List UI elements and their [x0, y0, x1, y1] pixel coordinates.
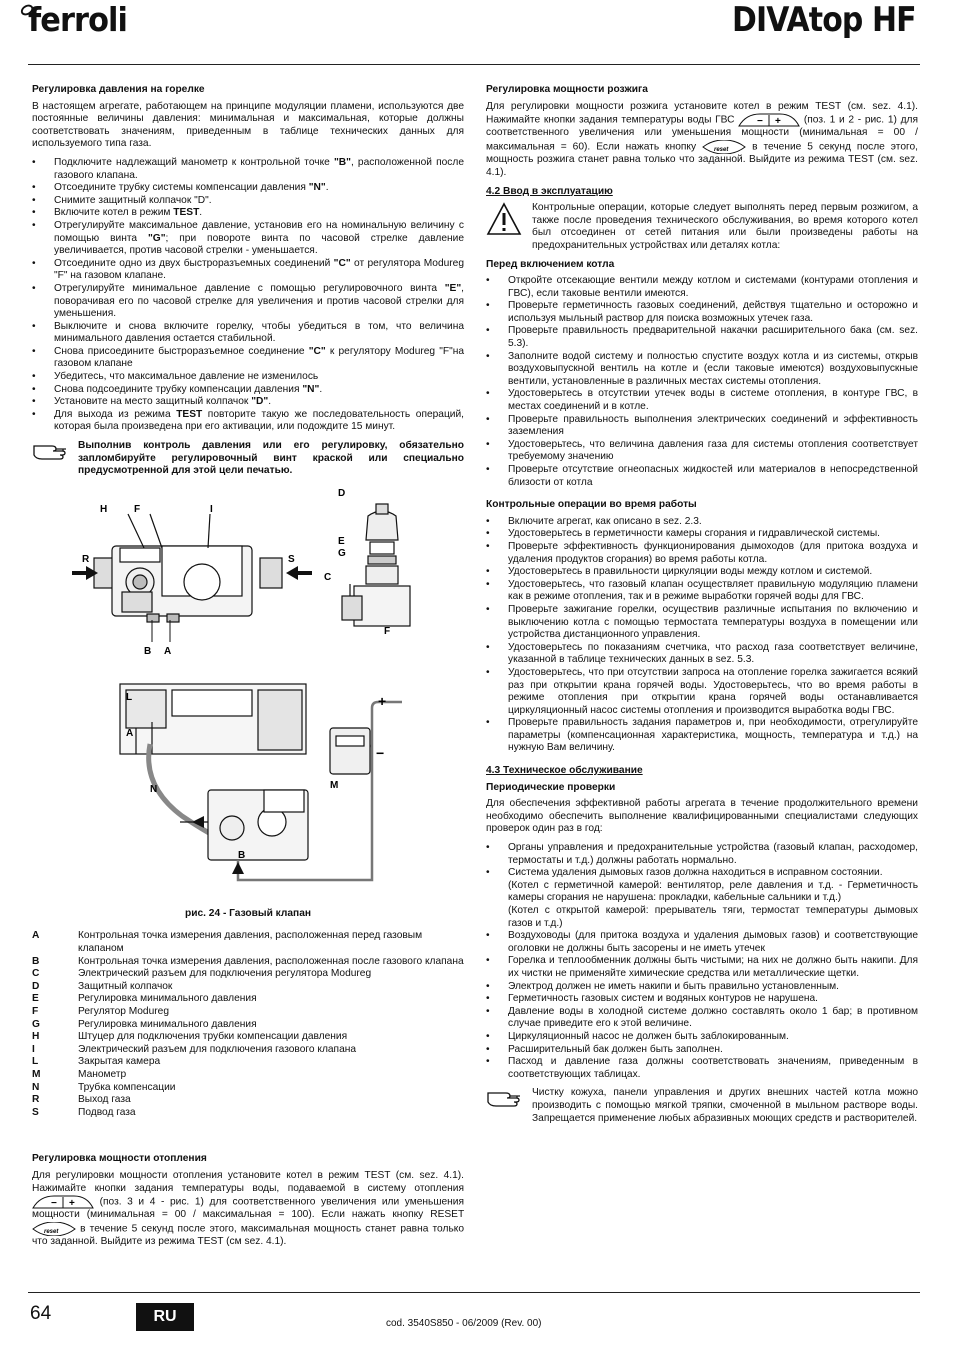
manometer-plus: +: [378, 692, 387, 709]
fig-label-B: B: [144, 645, 152, 657]
list-item: • Удостоверьтесь, что величина давления газа для системы отопления соответствует требуемому значению: [486, 439, 918, 464]
heating-temp-buttons-icon: [32, 1195, 94, 1209]
list-item: • Проверьте правильность предварительной накачки расширительного бака (см. sez. 5.3).: [486, 325, 918, 350]
item-text: Электрод должен не иметь накипи и быть правильно установленным.: [508, 980, 839, 992]
svg-text:reset: reset: [714, 147, 729, 154]
list-item: • Удостоверьтесь в отсутствии утечек воды в системе отопления, в контуре ГВС, в местах соединений и в котле.: [486, 388, 918, 413]
item-text: Убедитесь, что максимальное давление не изменилось: [54, 371, 319, 383]
item-text: Пасход и давление газа должны соответствовать значениям, приведенным в соответствующих таблицах.: [508, 1056, 918, 1080]
item-text: Герметичность газовых систем и водяных контуров не нарушена.: [508, 993, 819, 1005]
legend-value: Контрольная точка измерения давления, расположенная после газового клапана: [78, 955, 464, 967]
cleaning-note: [486, 1087, 918, 1125]
item-text: Снова подсоедините трубку компенсации давления: [54, 383, 303, 395]
list-item: • Откройте отсекающие вентили между котлом и системами (контурами отопления и ГВС), если таковые вентили имеются.: [486, 275, 918, 300]
legend-key: R: [32, 1094, 40, 1106]
item-text: Снова присоедините быстроразъемное соединение: [54, 345, 309, 357]
legend-key: G: [32, 1018, 40, 1030]
header-rule: [28, 64, 920, 65]
list-item: [32, 384, 464, 397]
list-item: [486, 955, 918, 980]
before-start-list: [486, 275, 918, 489]
burner-pressure-intro: В настоящем агрегате, работающем на принципе модуляции пламени, используются две постоянные величины давления: минимальная и максимальная, которые должны соответствовать значениям, приведенным в таблице технических данных для используемого типа газа.: [32, 100, 464, 150]
reset-button-icon: [32, 1222, 76, 1236]
legend-value: Закрытая камера: [78, 1056, 161, 1068]
legend-row: [32, 1006, 464, 1019]
legend-value: Регулировка минимального давления: [78, 993, 257, 1005]
fig-label-A: A: [164, 645, 172, 657]
fig-label-M: M: [330, 779, 339, 791]
heating-power-text: Для регулировки мощности отопления установите котел в режим TEST (см. sez. 4.1). Нажимайте кнопки задания температуры воды, подаваемой в систему отопления − + (поз. 3 и 4 - рис. 1) для соответственного увеличения или уменьшения мощности (минимальная = 00 / максимальная = 100). Если нажать кнопку RESET reset в течение 5 секунд после этого, максимальная мощность станет равна только что заданной. Выйдите из режима TEST (см sez. 4.1).: [32, 1169, 464, 1248]
list-item: [32, 321, 464, 346]
legend-key: B: [32, 955, 40, 967]
periodic-checks-list: [486, 842, 918, 1081]
item-text: Давление воды в холодной системе должно составлять около 1 бар; в противном случае приведите его к этой величине.: [508, 1005, 918, 1030]
commissioning-warning-text: Контрольные операции, которые следует выполнять перед первым розжигом, а также после проведения технического обслуживания, во время которого котел был отсоединен от сетей питания или были произведены работы на предохранительных устройствах или деталях котла:: [532, 202, 918, 251]
svg-text:−: −: [757, 116, 764, 128]
legend-row: [32, 956, 464, 969]
legend-row: [32, 1031, 464, 1044]
list-item: [32, 207, 464, 220]
maintenance-heading: 4.3 Техническое обслуживание: [486, 765, 643, 777]
list-item: [486, 1044, 918, 1057]
fig-label-E: E: [338, 535, 345, 547]
legend-row: [32, 1082, 464, 1095]
modureg-detail: [342, 504, 410, 626]
list-item: [486, 993, 918, 1006]
legend-row: [32, 1044, 464, 1057]
list-item: [486, 1006, 918, 1031]
list-item: [486, 1031, 918, 1044]
list-item: [32, 195, 464, 208]
burner-pressure-steps: [32, 157, 464, 434]
item-subtext: (Котел с открытой камерой: прерыватель тяги, термостат температуры дымовых газов и т.д.): [508, 905, 918, 929]
cleaning-note-text: Чистку кожуха, панели управления и других внешних частей котла можно производить с помощью мягкой тряпки, смоченной в мыльном растворе воды. Запрещается применение любых абразивных моющих средств и растворителей.: [532, 1087, 918, 1124]
item-subtext: (Котел с герметичной камерой: вентилятор, реле давления и т.д. - Герметичность камеры сгорания не нарушена: прокладки, кабельные сальники и т.д.): [508, 879, 918, 904]
list-item: [486, 842, 918, 867]
list-item: • Заполните водой систему и полностью спустите воздух котла и из системы, открыв воздуховыпускной вентиль на котле и (если таковые имеются) воздуховыпускные вентили, установленные в различных местах системы отопления.: [486, 351, 918, 389]
legend-row: [32, 993, 464, 1006]
legend-value: Регулировка минимального давления: [78, 1018, 257, 1030]
footer-rule: [28, 1292, 920, 1293]
list-item: • Проверьте эффективность функционирования дымоходов (для притока воздуха и удаления продуктов сгорания) во время работы котла.: [486, 541, 918, 566]
before-start-heading: Перед включением котла: [486, 258, 615, 270]
legend-key: F: [32, 1005, 39, 1017]
item-text: .: [268, 396, 272, 408]
legend-row: [32, 1107, 464, 1120]
operation-checks-list: [486, 516, 918, 755]
language-badge: RU: [136, 1303, 194, 1331]
fig-label-L: L: [126, 691, 133, 703]
list-item: • Проверьте правильность выполнения электрических соединений и эффективность заземления: [486, 414, 918, 439]
item-text: Воздуховоды (для притока воздуха и удаления дымовых газов) и соответствующие оголовки не должны быть засорены и не иметь утечек: [508, 930, 918, 954]
legend-key: E: [32, 993, 39, 1005]
svg-text:reset: reset: [44, 1228, 59, 1235]
warning-triangle-icon: [486, 202, 522, 236]
manometer-minus: −: [376, 744, 385, 761]
item-text: .: [199, 207, 203, 219]
right-column: [486, 80, 918, 1133]
boiler-assembly-view: [120, 684, 402, 880]
list-item: • Проверьте правильность задания параметров и, при необходимости, отрегулируйте параметры (компенсационная характеристика, мощность, температура и т.д.) на нужную Вам величину.: [486, 717, 918, 755]
pointing-hand-icon: [32, 440, 70, 462]
fig-label-H: H: [100, 503, 108, 515]
commissioning-warning: [486, 202, 918, 252]
legend-row: [32, 1056, 464, 1069]
legend-value: Защитный колпачок: [78, 980, 173, 992]
item-text: повторите такую же последовательность операций, которая была произведена при его активации, или подождите 15 минут.: [54, 408, 465, 433]
item-text: Отрегулируйте минимальное давление с помощью регулировочного винта: [54, 282, 445, 294]
legend-row: [32, 1069, 464, 1082]
list-item: • Проверьте зажигание горелки, осуществив различные испытания по включению и выключению котла с помощью термостата температуры воздуха в помещении или устройства дистанционного управления.: [486, 604, 918, 642]
list-item: [32, 220, 464, 258]
legend-key: L: [32, 1056, 39, 1068]
fig-label-R: R: [82, 553, 90, 565]
item-text: .: [319, 383, 323, 395]
legend-key: H: [32, 1031, 40, 1043]
legend-value: Манометр: [78, 1068, 127, 1080]
ignition-power-heading: Регулировка мощности розжига: [486, 84, 648, 95]
item-text: Расширительный бак должен быть заполнен.: [508, 1043, 723, 1055]
fig-label-B2: B: [238, 849, 246, 861]
item-text: Горелка и теплообменник должны быть чистыми; на них не должно быть накипи. Для их чистки не применяйте химические средства или металлические щетки.: [508, 955, 918, 979]
bold-term: TEST: [173, 207, 200, 219]
item-text: Циркуляционный насос не должен быть заблокированным.: [508, 1030, 789, 1042]
fig-label-N: N: [150, 783, 158, 795]
item-text: от регулятора Modureg "F" на газовом клапане.: [54, 257, 464, 282]
list-item: [32, 371, 464, 384]
legend-value: Подвод газа: [78, 1106, 136, 1118]
lower-inlet-arrow: [232, 862, 244, 874]
list-item: [32, 283, 464, 321]
item-text: Отсоедините одно из двух быстроразъемных соединений: [54, 257, 334, 269]
list-item: • Удостоверьтесь, что при отсутствии запроса на отопление горелка зажигается всякий раз при открытии крана горячей воды. Удостоверьтесь, что во время работы в режиме отопления при открытии крана горячей воды останавливается циркуляционный насос системы отопления и производится выработка воды ГВС.: [486, 667, 918, 717]
list-item: • Удостоверьтесь в герметичности камеры сгорания и гидравлической системы.: [486, 528, 918, 541]
list-item: [32, 396, 464, 409]
list-item: [486, 930, 918, 955]
item-text: Отрегулируйте максимальное давление, установив его на номинальную величину с помощью винта: [54, 219, 464, 244]
item-text: Выключите и снова включите горелку, чтобы убедиться в том, что величина минимального давления остается стабильной.: [54, 320, 464, 345]
legend-key: D: [32, 980, 40, 992]
periodic-checks-heading: Периодические проверки: [486, 781, 616, 793]
legend-row: [32, 1094, 464, 1107]
operation-checks-heading: Контрольные операции во время работы: [486, 499, 697, 511]
ferroli-logo: ferroli: [28, 14, 127, 27]
bold-term: "B": [333, 156, 351, 168]
legend-row: [32, 968, 464, 981]
svg-text:+: +: [69, 1198, 75, 1210]
legend-row: [32, 1019, 464, 1032]
svg-text:−: −: [51, 1198, 57, 1210]
gas-valve-top-view: [94, 514, 282, 622]
dhw-temp-buttons-icon: [738, 113, 800, 127]
seal-note: [32, 440, 464, 478]
list-item: [32, 409, 464, 434]
item-text: Отсоедините трубку системы компенсации давления: [54, 182, 309, 194]
list-item: [32, 346, 464, 371]
legend-value: Штуцер для подключения трубки компенсации давления: [78, 1031, 348, 1043]
list-item: [486, 867, 918, 930]
fig-label-A2: A: [126, 727, 134, 739]
page-number: 64: [30, 1303, 52, 1324]
model-title: DIVAtop HF: [732, 0, 916, 40]
list-item: • Проверьте герметичность газовых соединений, действуя тщательно и осторожно и используя мыльный раствор для поиска возможных утечек газа.: [486, 300, 918, 325]
legend-value: Контрольная точка измерения давления, расположенная перед газовым клапаном: [78, 930, 423, 954]
fig-label-S: S: [288, 553, 295, 565]
figure-caption: рис. 24 - Газовый клапан: [184, 907, 312, 919]
list-item: [32, 157, 464, 182]
item-text: Установите на место защитный колпачок: [54, 396, 252, 408]
left-column: [32, 80, 464, 1255]
reset-button-icon-2: [702, 140, 746, 154]
item-text: Система удаления дымовых газов должна находиться в исправном состоянии.: [508, 867, 883, 879]
bold-term: "C": [333, 257, 351, 269]
periodic-checks-intro: Для обеспечения эффективной работы агрегата в течение продолжительного времени необходимо обеспечить выполнение квалифицированными специалистами следующих проверок один раз в год:: [486, 798, 918, 835]
bold-term: "N": [308, 182, 326, 194]
list-item: • Проверьте отсутствие огнеопасных жидкостей или материалов в непосредственной близости от котла: [486, 464, 918, 489]
legend-key: I: [32, 1043, 35, 1055]
item-text: , поворачивая его по часовой стрелке для увеличения и против часовой стрелки для уменьшения.: [54, 282, 464, 320]
fig-label-G: G: [338, 547, 346, 559]
pointing-hand-icon-2: [486, 1087, 524, 1109]
bold-term: TEST: [176, 408, 203, 420]
ignition-power-text: Для регулировки мощности розжига установите котел в режим TEST (см. sez. 4.1). Нажимайте кнопки задания температуры воды ГВС − + (поз. 1 и 2 - рис. 1) для соответственного увеличения или уменьшения мощности (минимальная = 00 / максимальная = 60). Если нажать кнопку reset в течение 5 секунд после этого, мощность розжига станет равна только что заданной. Выйдите из режима TEST (см. sez. 4.1).: [486, 100, 918, 178]
legend-value: Трубка компенсации: [78, 1081, 176, 1093]
seal-note-text: Выполнив контроль давления или его регулировку, обязательно запломбируйте регулировочный винт краской или специально предусмотренной для этой цели печатью.: [78, 440, 464, 477]
item-text: Снимите защитный колпачок "D".: [54, 194, 212, 206]
bold-term: "C": [308, 345, 326, 357]
item-text: , расположенной после газового клапана.: [54, 156, 464, 181]
document-code: cod. 3540S850 - 06/2009 (Rev. 00): [386, 1318, 542, 1329]
legend-value: Выход газа: [78, 1094, 131, 1106]
legend-key: N: [32, 1081, 40, 1093]
legend-key: C: [32, 968, 40, 980]
list-item: [486, 981, 918, 994]
list-item: [32, 182, 464, 195]
item-text: ; при повороте винта по часовой стрелке давление увеличивается, против часовой стрелки - уменьшается.: [54, 232, 465, 257]
item-text: к регулятору Modureg "F"на газовом клапане: [54, 345, 464, 370]
item-text: Органы управления и предохранительные устройства (газовый клапан, расходомер, термостаты и т.д.) должны работать нормально.: [508, 842, 918, 866]
item-text: Подключите надлежащий манометр к контрольной точке: [54, 156, 334, 168]
legend-row: [32, 930, 464, 955]
list-item: • Удостоверьтесь в правильности циркуляции воды между котлом и системой.: [486, 566, 918, 579]
bold-term: "D": [251, 396, 269, 408]
list-item: [486, 1056, 918, 1081]
legend-key: A: [32, 930, 40, 942]
bold-term: "N": [302, 383, 320, 395]
bold-term: "E": [444, 282, 462, 294]
svg-text:+: +: [775, 116, 782, 128]
legend-key: M: [32, 1068, 41, 1080]
heating-power-heading: Регулировка мощности отопления: [32, 1153, 207, 1165]
bold-term: "G": [147, 232, 166, 244]
item-text: Для выхода из режима: [54, 408, 177, 420]
legend-value: Электрический разъем для подключения газового клапана: [78, 1043, 357, 1055]
burner-pressure-heading: Регулировка давления на горелке: [32, 84, 205, 95]
fig-label-F: F: [134, 503, 141, 515]
legend-value: Регулятор Modureg: [78, 1005, 169, 1017]
legend-key: S: [32, 1106, 39, 1118]
list-item: • Удостоверьтесь, что газовый клапан осуществляет правильную модуляцию пламени как в режиме отопления, так и в режиме выработки горячей воды для ГВС.: [486, 579, 918, 604]
legend-row: [32, 981, 464, 994]
fig-label-D: D: [338, 487, 346, 499]
list-item: • Удостоверьтесь по показаниям счетчика, что расход газа соответствует величине, указанной в таблице технических данных в sez. 5.3.: [486, 642, 918, 667]
figure-legend: [32, 930, 464, 1119]
commissioning-heading: 4.2 Ввод в эксплуатацию: [486, 185, 613, 197]
list-item: [32, 258, 464, 283]
list-item: • Включите агрегат, как описано в sez. 2.3.: [486, 516, 918, 529]
item-text: Включите котел в режим: [54, 207, 174, 219]
legend-value: Электрический разъем для подключения регулятора Modureg: [78, 968, 372, 980]
item-text: .: [325, 182, 329, 194]
fig-label-F2: F: [384, 625, 391, 637]
fig-label-I: I: [210, 503, 213, 515]
fig-label-C: C: [324, 571, 332, 583]
gas-valve-figure: [32, 486, 464, 906]
